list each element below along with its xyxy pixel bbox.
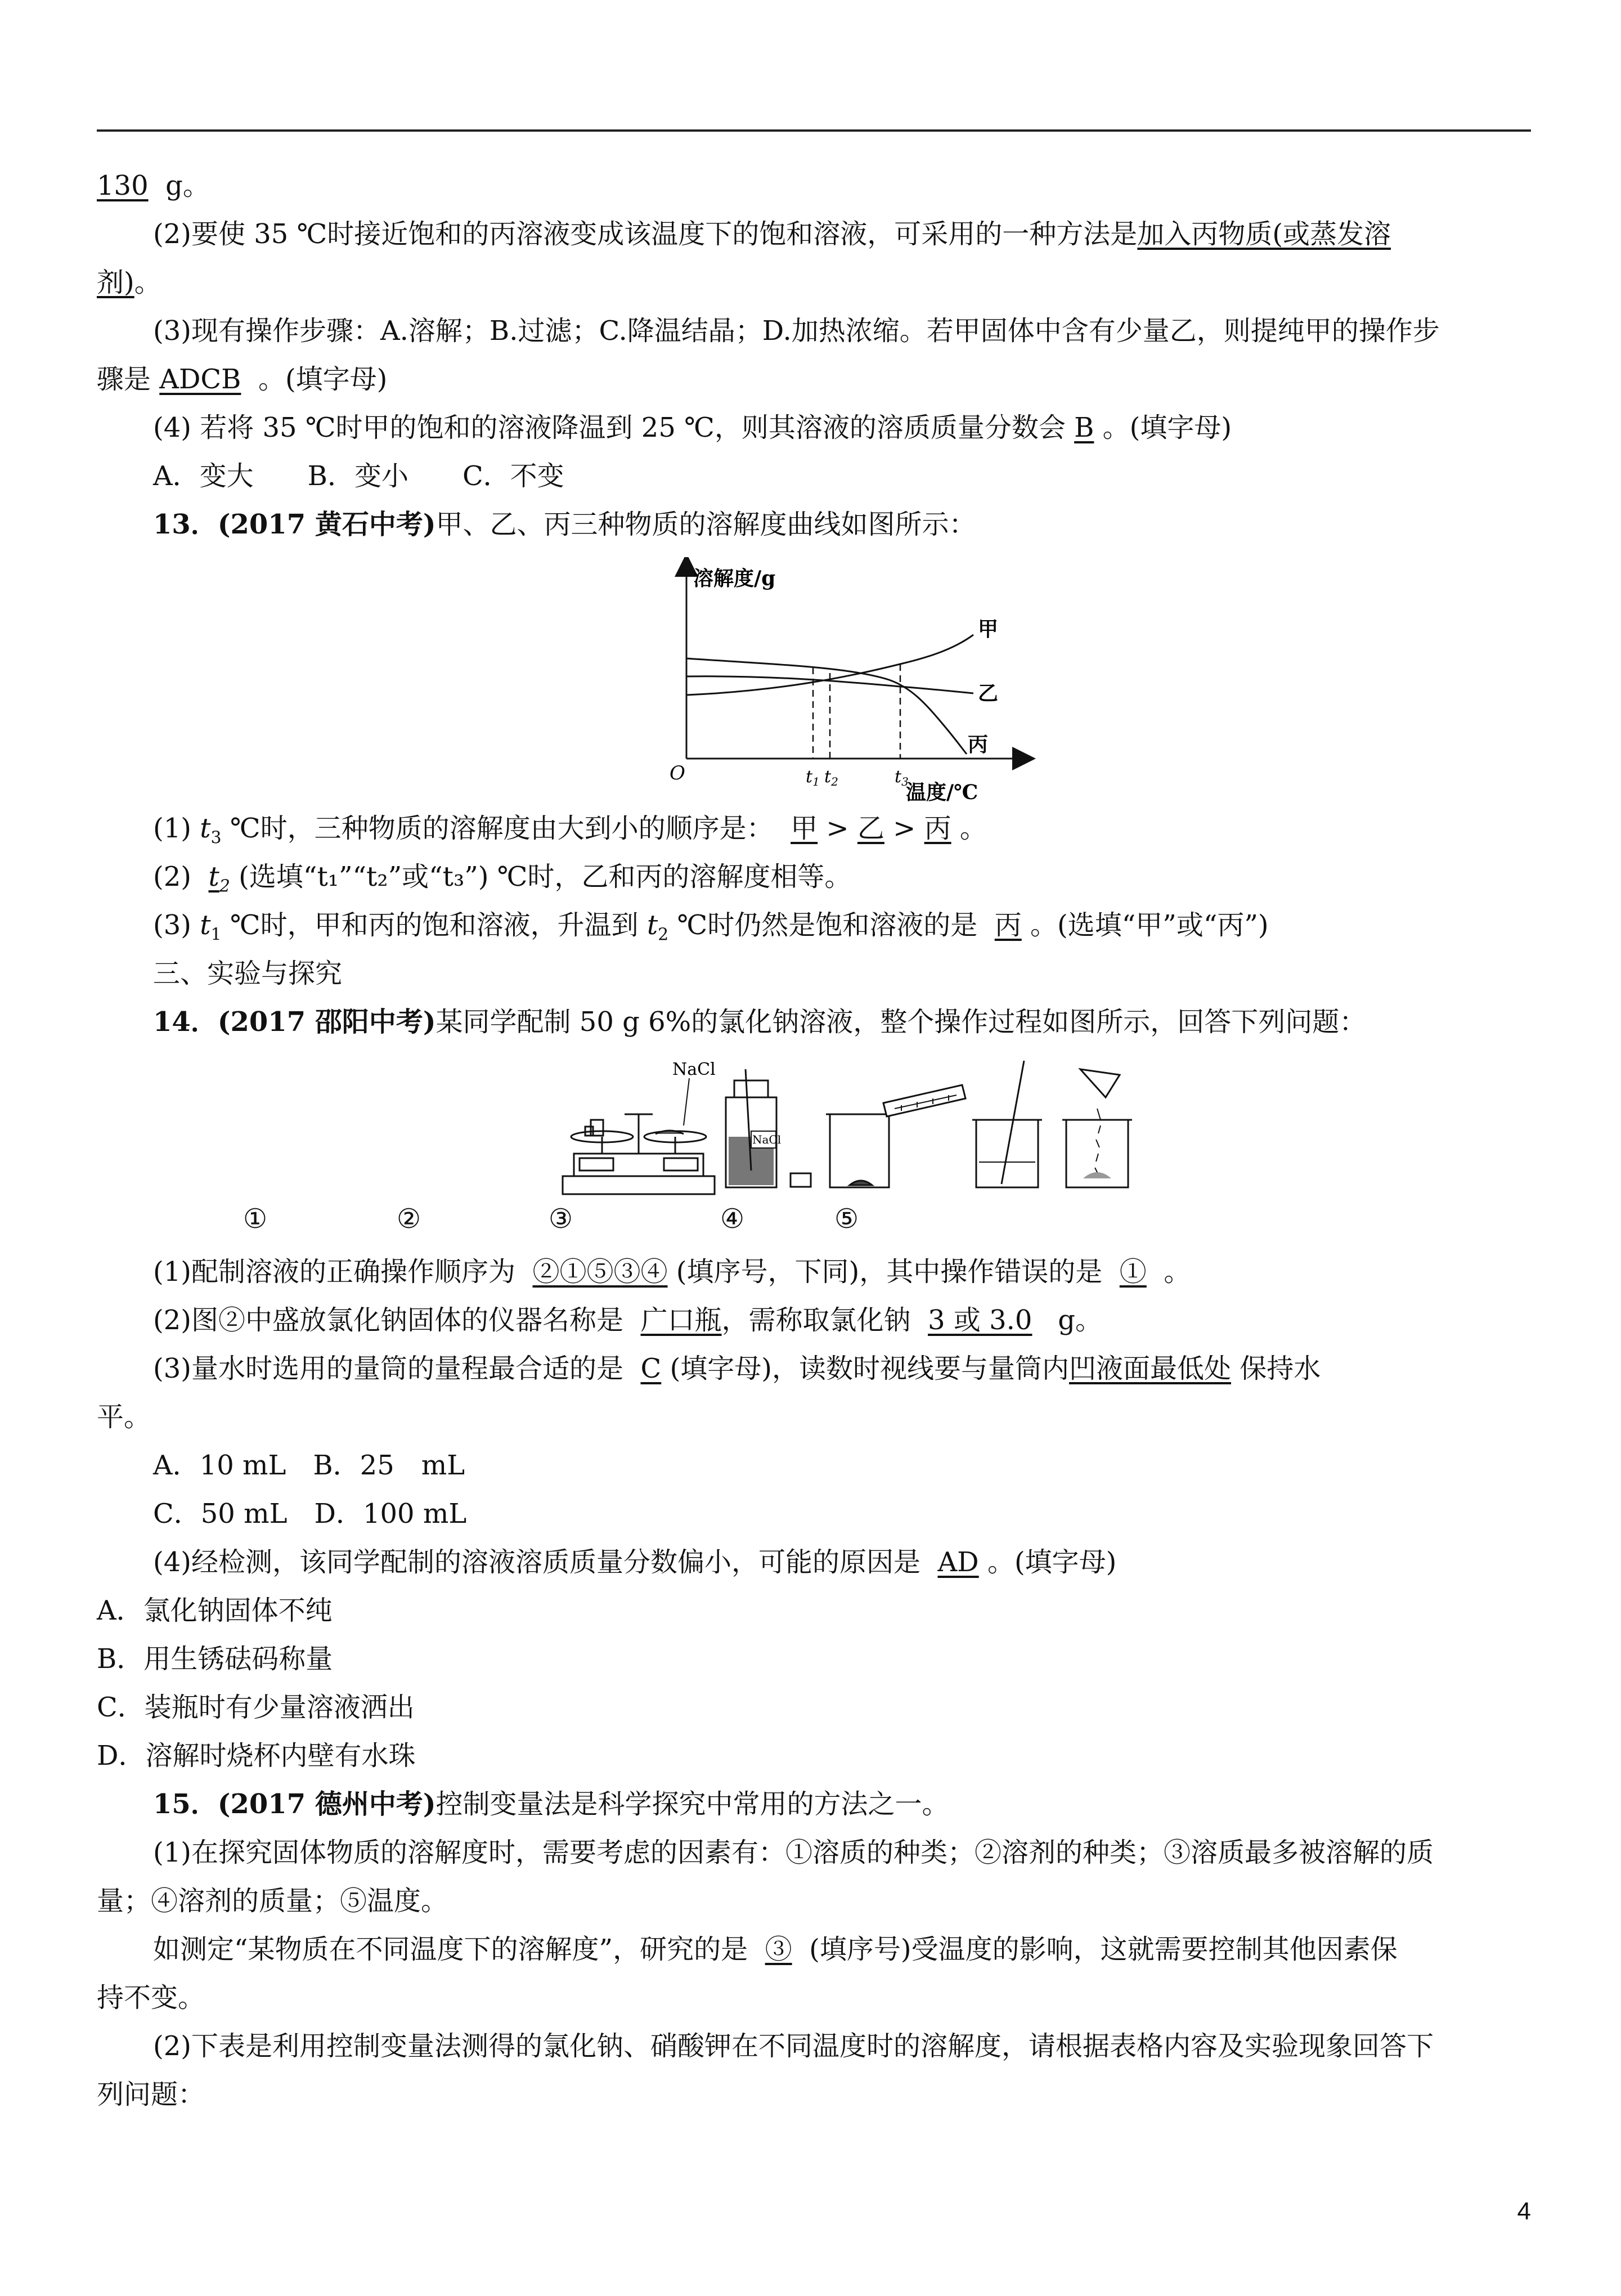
- text: (3): [153, 909, 200, 941]
- text: C．装瓶时有少量溶液洒出: [97, 1692, 415, 1723]
- q12-part2: [97, 216, 1531, 252]
- text: >: [884, 813, 924, 844]
- section-heading: [97, 956, 1531, 992]
- step-label-1: ①: [243, 1203, 268, 1235]
- text: 3: [210, 828, 222, 848]
- answer-blank: ①: [1119, 1256, 1147, 1288]
- answer-blank: 3 或 3.0: [928, 1304, 1032, 1336]
- x-axis-label: 温度/℃: [906, 781, 978, 804]
- text: 。(填字母): [258, 364, 388, 395]
- text: (2): [153, 861, 191, 893]
- q15-part1-question-cont: [97, 1980, 1531, 2016]
- text: (4)经检测，该同学配制的溶液溶质质量分数偏小，可能的原因是: [153, 1546, 920, 1578]
- q14-part3-cont: [97, 1399, 1531, 1435]
- tick-t3: $t_3$: [895, 767, 909, 788]
- text: ℃时，三种物质的溶解度由大到小的顺序是：: [221, 813, 774, 844]
- beaker-stirring: [972, 1061, 1042, 1187]
- pouring-cylinder: [883, 1085, 966, 1116]
- answer-blank: 广口瓶: [640, 1304, 722, 1336]
- q14-option-a: [97, 1593, 1531, 1629]
- q12-part2-cont: [97, 264, 1531, 301]
- q12-part3: [97, 313, 1531, 349]
- page-number: 4: [1517, 2198, 1531, 2225]
- origin-label: O: [670, 762, 685, 784]
- tick-t2: $t_2$: [824, 767, 838, 788]
- tick-t1: $t_1$: [806, 767, 820, 788]
- text: (2)图②中盛放氯化钠固体的仪器名称是: [153, 1304, 623, 1336]
- text: t: [646, 909, 658, 941]
- q13-part2: [97, 859, 1531, 905]
- q14-options-cd: [97, 1496, 1531, 1532]
- text: (3)量水时选用的量筒的量程最合适的是: [153, 1353, 623, 1384]
- text: C．50 mL D．100 mL: [153, 1498, 467, 1530]
- q15-part1-cont: [97, 1883, 1531, 1919]
- text: 。(填字母): [987, 1546, 1117, 1578]
- answer-blank: 130: [97, 170, 149, 201]
- q15-part2-cont: [97, 2077, 1531, 2113]
- text: 某同学配制 50 g 6%的氯化钠溶液，整个操作过程如图所示，回答下列问题：: [435, 1006, 1367, 1038]
- q12-part3-cont: [97, 361, 1531, 397]
- answer-blank: AD: [937, 1546, 979, 1578]
- text: 。: [959, 813, 987, 844]
- q14-option-b: [97, 1641, 1531, 1677]
- answer-blank: ③: [765, 1934, 792, 1965]
- header-rule: [97, 129, 1531, 132]
- question-number: 14．(2017 邵阳中考): [153, 1006, 436, 1038]
- text: 骤是: [97, 364, 151, 395]
- answer-blank: 乙: [857, 813, 884, 844]
- q14-part2: [97, 1302, 1531, 1338]
- text: (2)下表是利用控制变量法测得的氯化钠、硝酸钾在不同温度时的溶解度，请根据表格内容及实验现象回答下: [153, 2030, 1434, 2062]
- q15-part1: [97, 1835, 1531, 1871]
- q13-part1: [97, 810, 1531, 856]
- text: (填序号，下同)，其中操作错误的是: [676, 1256, 1103, 1288]
- text: (1)在探究固体物质的溶解度时，需要考虑的因素有：①溶质的种类；②溶剂的种类；③溶质最多被溶解的质: [153, 1837, 1434, 1868]
- answer-blank: B: [1074, 412, 1094, 443]
- curve-label-bing: 丙: [968, 733, 989, 756]
- text: g。: [165, 170, 210, 201]
- text: 列问题：: [97, 2079, 205, 2110]
- funnel-beaker: [1062, 1069, 1132, 1187]
- answer-blank: 丙: [994, 909, 1022, 941]
- step-label-4: ④: [720, 1203, 745, 1235]
- balance-apparatus: [563, 1114, 715, 1194]
- answer-blank: 凹液面最低处: [1068, 1353, 1231, 1384]
- text: (2)要使 35 ℃时接近饱和的丙溶液变成该温度下的饱和溶液，可采用的一种方法是: [153, 218, 1138, 250]
- nacl-label: NaCl: [672, 1060, 716, 1079]
- preparation-steps-figure: [557, 1058, 1142, 1204]
- text: >: [818, 813, 857, 844]
- q14-stem: [97, 1004, 1531, 1040]
- q14-part1: [97, 1254, 1531, 1290]
- answer-blank: 加入丙物质(或蒸发溶: [1137, 218, 1391, 250]
- text: 控制变量法是科学探究中常用的方法之一。: [435, 1788, 949, 1820]
- answer-blank: 甲: [791, 813, 818, 844]
- step-label-5: ⑤: [834, 1203, 859, 1235]
- step-labels: [0, 1203, 1621, 1237]
- q14-option-d: [97, 1738, 1531, 1774]
- text: 2: [658, 925, 669, 945]
- nacl-pointer: [684, 1078, 689, 1125]
- text: (填序号)受温度的影响，这就需要控制其他因素保: [809, 1934, 1398, 1965]
- bottle-stopper: [791, 1173, 811, 1187]
- solubility-curve-figure: [664, 557, 1047, 805]
- text: A．10 mL B．25 mL: [153, 1450, 465, 1481]
- curve-label-jia: 甲: [978, 617, 999, 641]
- text: t: [200, 909, 211, 941]
- beaker-solid: [826, 1114, 893, 1187]
- question-number: 13．(2017 黄石中考): [153, 509, 436, 540]
- text: 三、实验与探究: [153, 958, 343, 989]
- text: t: [200, 813, 211, 844]
- answer-blank: ADCB: [159, 364, 241, 395]
- q13-stem: [97, 506, 1531, 542]
- text: 甲、乙、丙三种物质的溶解度曲线如图所示：: [435, 509, 976, 540]
- text: 量；④溶剂的质量；⑤温度。: [97, 1885, 448, 1917]
- q13-part3: [97, 907, 1531, 953]
- q14-options-ab: [97, 1447, 1531, 1483]
- wide-mouth-bottle: [726, 1069, 776, 1187]
- text: g。: [1058, 1304, 1102, 1336]
- bottle-nacl-label: NaCl: [752, 1133, 782, 1146]
- text: 。(填字母): [1102, 412, 1232, 443]
- q14-option-c: [97, 1689, 1531, 1725]
- text: 如测定“某物质在不同温度下的溶解度”，研究的是: [153, 1934, 748, 1965]
- q12-part4: [97, 410, 1531, 446]
- text: A．氯化钠固体不纯: [97, 1595, 333, 1626]
- text: 平。: [97, 1401, 151, 1433]
- text: (填字母)，读数时视线要与量筒内: [670, 1353, 1069, 1384]
- text: ，需称取氯化钠: [721, 1304, 911, 1336]
- q11-answer-continuation: [97, 168, 1531, 204]
- q15-part1-question: [97, 1931, 1531, 1967]
- q15-stem: [97, 1786, 1531, 1822]
- text: (1)配制溶液的正确操作顺序为: [153, 1256, 515, 1288]
- step-label-3: ③: [549, 1203, 573, 1235]
- text: (选填“t₁”“t₂”或“t₃”) ℃时，乙和丙的溶解度相等。: [239, 861, 852, 893]
- text: (1): [153, 813, 200, 844]
- text: A．变大 B．变小 C．不变: [153, 460, 564, 492]
- text: (3)现有操作步骤：A.溶解；B.过滤；C.降温结晶；D.加热浓缩。若甲固体中含有少量乙，则提纯甲的操作步: [153, 315, 1440, 347]
- question-number: 15．(2017 德州中考): [153, 1788, 436, 1820]
- q15-part2: [97, 2028, 1531, 2064]
- q14-part4: [97, 1544, 1531, 1580]
- y-axis-label: 溶解度/g: [693, 567, 776, 590]
- curve-bing: [686, 658, 967, 754]
- text: 。: [134, 267, 161, 298]
- text: 持不变。: [97, 1982, 205, 2014]
- text: ℃时仍然是饱和溶液的是: [668, 909, 978, 941]
- q14-part3: [97, 1351, 1531, 1387]
- text: 保持水: [1240, 1353, 1321, 1384]
- answer-blank: C: [640, 1353, 662, 1384]
- answer-blank: ②①⑤③④: [532, 1256, 668, 1288]
- text: B．用生锈砝码称量: [97, 1643, 333, 1675]
- text: (4) 若将 35 ℃时甲的饱和的溶液降温到 25 ℃，则其溶液的溶质质量分数会: [153, 412, 1066, 443]
- text: 1: [210, 925, 222, 945]
- text: ℃时，甲和丙的饱和溶液，升温到: [221, 909, 647, 941]
- text: 。(选填“甲”或“丙”): [1030, 909, 1269, 941]
- answer-blank: $t_2$: [208, 861, 230, 896]
- answer-blank: 剂): [97, 267, 134, 298]
- answer-blank: 丙: [924, 813, 951, 844]
- text: 。: [1164, 1256, 1191, 1288]
- curve-label-yi: 乙: [978, 681, 999, 705]
- q12-options: [97, 458, 1531, 494]
- text: D．溶解时烧杯内壁有水珠: [97, 1740, 416, 1772]
- step-label-2: ②: [397, 1203, 421, 1235]
